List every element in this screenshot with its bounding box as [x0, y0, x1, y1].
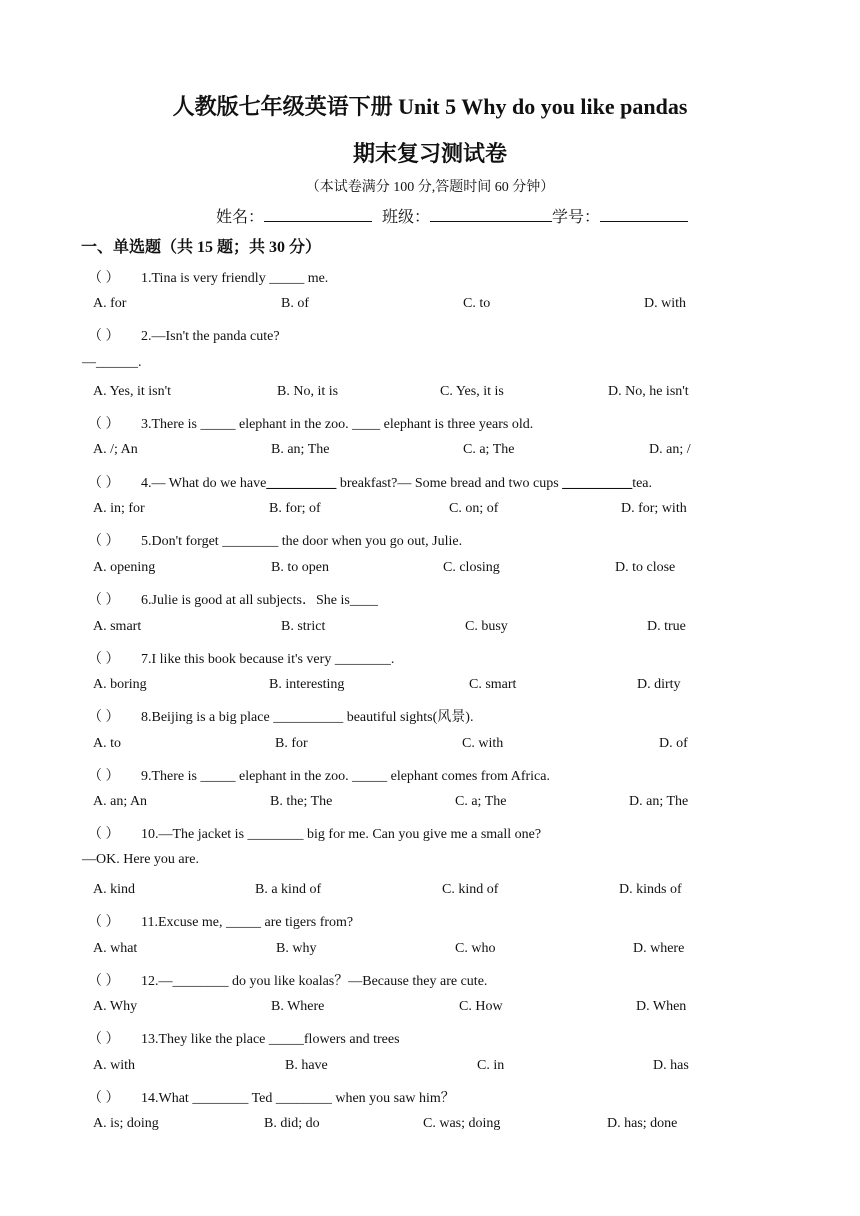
- question-text: 2.—Isn't the panda cute?: [141, 329, 280, 344]
- question-text: 1.Tina is very friendly _____ me.: [141, 271, 329, 286]
- option-c: C. kind of: [442, 882, 499, 897]
- option-b: B. a kind of: [255, 882, 322, 897]
- answer-paren[interactable]: （ ）: [88, 769, 120, 784]
- question-13-stem: [88, 1028, 400, 1048]
- question-10-stem: [88, 823, 541, 843]
- option-c: C. a; The: [455, 794, 507, 809]
- option-b: B. Where: [271, 999, 325, 1014]
- question-3-stem: [88, 413, 533, 433]
- option-d: D. for; with: [621, 501, 687, 516]
- question-text-part: __________: [266, 476, 337, 491]
- answer-paren[interactable]: （ ）: [88, 652, 120, 667]
- section-heading: 一、单选题（共 15 题；共 30 分）: [81, 239, 322, 256]
- option-c: C. to: [463, 296, 491, 311]
- question-7-stem: [88, 648, 394, 668]
- option-c: C. was; doing: [423, 1116, 501, 1131]
- name-label: 姓名：: [216, 209, 265, 226]
- option-b: B. of: [281, 296, 309, 311]
- question-6-stem: [88, 589, 378, 609]
- option-d: D. has: [653, 1058, 689, 1073]
- option-b: B. interesting: [269, 677, 345, 692]
- answer-paren[interactable]: （ ）: [88, 915, 120, 930]
- question-text-part: breakfast?— Some bread and two cups: [336, 476, 563, 491]
- option-d: D. to close: [615, 560, 676, 575]
- question-text: 12.—________ do you like koalas？—Because they are cute.: [141, 974, 488, 989]
- question-11-stem: [88, 911, 353, 931]
- answer-paren[interactable]: （ ）: [88, 417, 120, 432]
- option-c: C. a; The: [463, 442, 515, 457]
- option-d: D. an; /: [649, 442, 691, 457]
- option-b: B. why: [276, 941, 317, 956]
- question-text: 7.I like this book because it's very ________.: [141, 652, 395, 667]
- answer-paren[interactable]: （ ）: [88, 593, 120, 608]
- option-b: B. the; The: [270, 794, 333, 809]
- option-b: B. for: [275, 736, 308, 751]
- option-d: D. an; The: [629, 794, 689, 809]
- option-a: A. Why: [93, 999, 138, 1014]
- option-d: D. where: [633, 941, 685, 956]
- question-1-stem: [88, 267, 328, 287]
- exam-title-line2: 期末复习测试卷: [352, 141, 507, 166]
- question-text: 14.What ________ Ted ________ when you saw him？: [141, 1091, 455, 1106]
- option-d: D. of: [659, 736, 688, 751]
- question-5-stem: [88, 530, 462, 550]
- class-label: 班级：: [382, 209, 431, 226]
- option-b: B. strict: [281, 619, 326, 634]
- option-c: C. closing: [443, 560, 500, 575]
- option-a: A. kind: [93, 882, 135, 897]
- question-text: 9.There is _____ elephant in the zoo. _____ elephant comes from Africa.: [141, 769, 550, 784]
- option-a: A. with: [93, 1058, 135, 1073]
- answer-paren[interactable]: （ ）: [88, 271, 120, 286]
- option-a: A. an; An: [93, 794, 148, 809]
- question-10-answer-line: —OK. Here you are.: [82, 852, 200, 867]
- question-text: 13.They like the place _____flowers and trees: [141, 1032, 400, 1047]
- option-c: C. on; of: [449, 501, 499, 516]
- question-text: 10.—The jacket is ________ big for me. Can you give me a small one?: [141, 827, 542, 842]
- question-text: 6.Julie is good at all subjects．She is____: [141, 593, 378, 608]
- question-2-stem: [88, 325, 280, 345]
- option-d: D. kinds of: [619, 882, 682, 897]
- option-b: B. did; do: [264, 1116, 320, 1131]
- option-c: C. busy: [465, 619, 508, 634]
- option-a: A. Yes, it isn't: [93, 384, 171, 399]
- question-text-part: __________: [562, 476, 633, 491]
- name-blank[interactable]: [264, 206, 372, 222]
- answer-paren[interactable]: （ ）: [88, 974, 120, 989]
- question-text: 11.Excuse me, _____ are tigers from?: [141, 915, 354, 930]
- question-text: 8.Beijing is a big place __________ beautiful sights(风景).: [141, 710, 474, 725]
- option-b: B. to open: [271, 560, 329, 575]
- option-b: B. No, it is: [277, 384, 339, 399]
- option-b: B. have: [285, 1058, 328, 1073]
- option-d: D. When: [636, 999, 687, 1014]
- option-c: C. who: [455, 941, 496, 956]
- answer-paren[interactable]: （ ）: [88, 329, 120, 344]
- option-c: C. Yes, it is: [440, 384, 504, 399]
- option-d: D. has; done: [607, 1116, 678, 1131]
- option-c: C. How: [459, 999, 503, 1014]
- exam-subtitle: （本试卷满分 100 分,答题时间 60 分钟）: [305, 180, 555, 195]
- option-c: C. smart: [469, 677, 517, 692]
- option-c: C. with: [462, 736, 504, 751]
- question-text: 3.There is _____ elephant in the zoo. ____ elephant is three years old.: [141, 417, 534, 432]
- option-a: A. is; doing: [93, 1116, 159, 1131]
- option-a: A. what: [93, 941, 138, 956]
- option-c: C. in: [477, 1058, 505, 1073]
- answer-paren[interactable]: （ ）: [88, 1091, 120, 1106]
- option-d: D. with: [644, 296, 686, 311]
- class-blank[interactable]: [430, 206, 552, 222]
- question-14-stem: [88, 1087, 455, 1107]
- answer-paren[interactable]: （ ）: [88, 1032, 120, 1047]
- option-b: B. for; of: [269, 501, 321, 516]
- student-info-row: [216, 204, 688, 227]
- question-text-part: 4.— What do we have: [141, 476, 267, 491]
- answer-paren[interactable]: （ ）: [88, 827, 120, 842]
- number-blank[interactable]: [600, 206, 688, 222]
- question-4-stem: [88, 472, 652, 492]
- option-a: A. to: [93, 736, 121, 751]
- question-text: 5.Don't forget ________ the door when you go out, Julie.: [141, 534, 463, 549]
- exam-title-line1: 人教版七年级英语下册 Unit 5 Why do you like pandas: [172, 94, 688, 119]
- question-9-stem: [88, 765, 550, 785]
- option-d: D. dirty: [637, 677, 681, 692]
- option-b: B. an; The: [271, 442, 330, 457]
- question-2-answer-line: —______.: [82, 355, 142, 370]
- option-a: A. for: [93, 296, 127, 311]
- option-a: A. /; An: [93, 442, 138, 457]
- answer-paren[interactable]: （ ）: [88, 476, 120, 491]
- option-a: A. boring: [93, 677, 147, 692]
- option-d: D. true: [647, 619, 686, 634]
- answer-paren[interactable]: （ ）: [88, 534, 120, 549]
- number-label: 学号：: [552, 209, 601, 226]
- option-d: D. No, he isn't: [608, 384, 689, 399]
- question-8-stem: [88, 706, 473, 726]
- question-text-part: tea.: [632, 476, 653, 491]
- question-12-stem: [88, 970, 487, 990]
- option-a: A. smart: [93, 619, 142, 634]
- answer-paren[interactable]: （ ）: [88, 710, 120, 725]
- option-a: A. opening: [93, 560, 156, 575]
- option-a: A. in; for: [93, 501, 145, 516]
